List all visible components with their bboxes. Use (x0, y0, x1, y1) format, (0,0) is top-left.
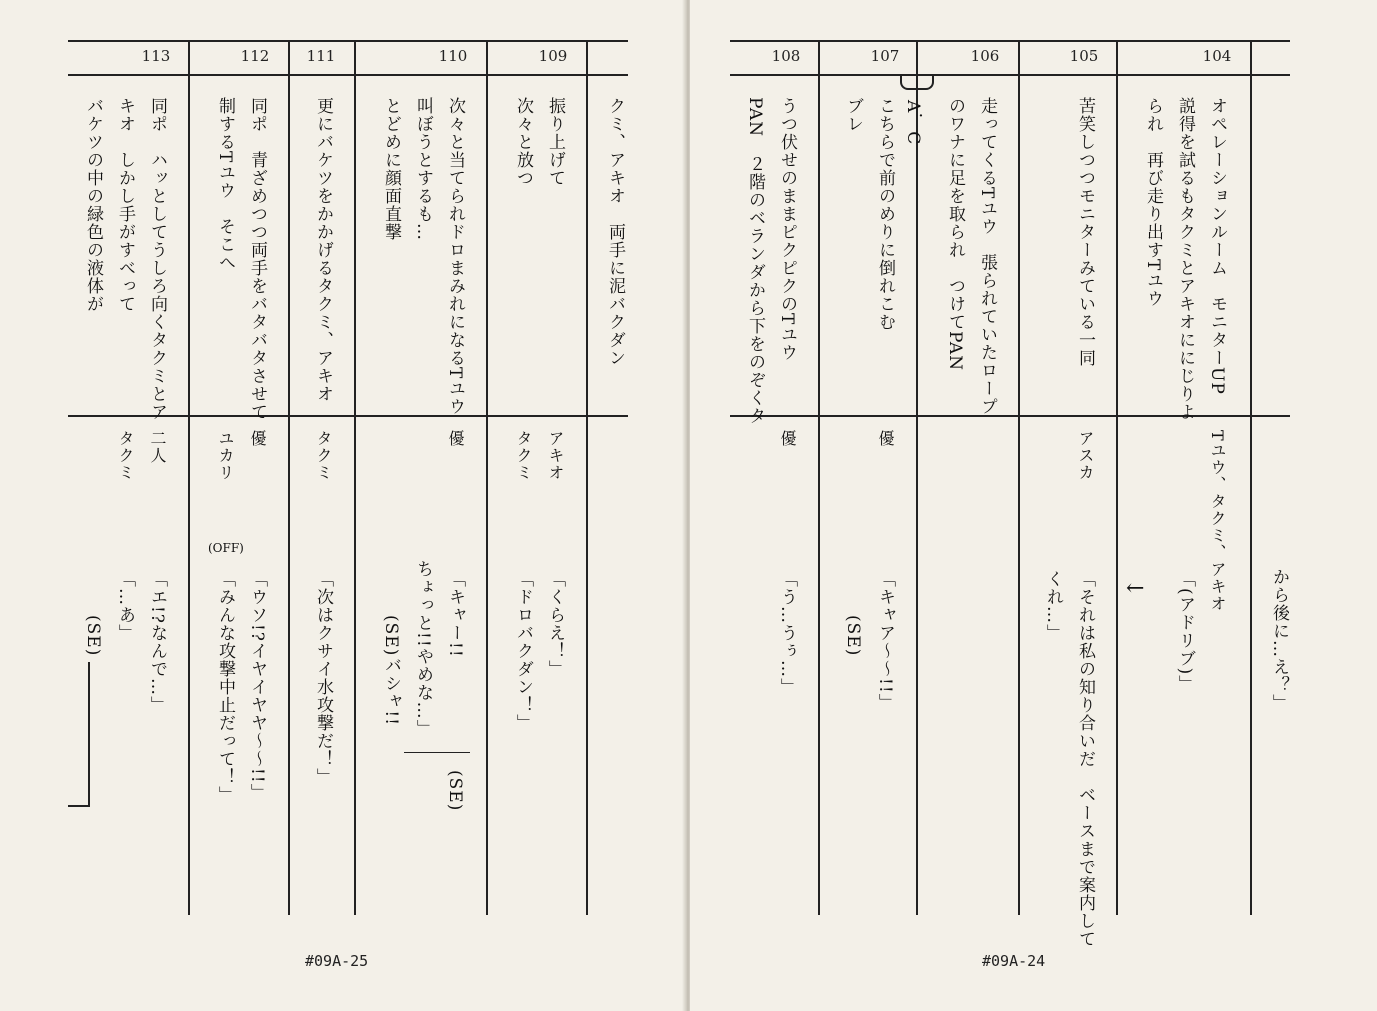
action-text: 次々と当てられドロまみれになるTユウ (445, 97, 465, 416)
dialogue-line: 「次はクサイ水攻撃だ！」 (313, 570, 333, 786)
dialogue-line: から後に…え？」 (1269, 568, 1289, 712)
header-rule (68, 74, 628, 76)
action-text: 説得を試るもタクミとアキオににじりよ (1175, 97, 1195, 421)
column-divider (188, 40, 190, 915)
dialogue-line: 「くらえ！」 (545, 570, 565, 678)
dialogue-line: 「…あ」 (115, 570, 135, 642)
action-text: オペレーションルーム モニターUP (1207, 97, 1227, 395)
action-text: キオ しかし手がすべって (115, 97, 135, 313)
action-text: 同ポ ハッとしてうしろ向くタクミとア (147, 97, 167, 421)
dialogue-line: 「ウソ!?イヤイヤヤ～～!!」 (247, 570, 267, 802)
character-name: アキオ (546, 430, 565, 481)
scene-number: 112 (240, 47, 270, 65)
scene-number: 104 (1202, 47, 1232, 65)
column-divider (916, 40, 918, 915)
scene-number: 113 (141, 47, 171, 65)
dialogue-line: 「エ!?なんで…」 (147, 570, 167, 714)
dialogue-line: 「キャア～～!!」 (875, 570, 895, 712)
character-name: 二人 (148, 430, 167, 464)
top-rule (730, 40, 1290, 42)
action-text: 振り上げて (545, 97, 565, 187)
sound-effect: (SE) (843, 615, 863, 657)
column-divider (1116, 40, 1118, 915)
dialogue-line: くれ…」 (1043, 570, 1063, 642)
off-label: (OFF) (208, 541, 244, 555)
action-text: 制するTユウ そこへ (215, 97, 235, 272)
scene-number: 110 (438, 47, 468, 65)
dialogue-line: 「キャー!! (445, 570, 465, 658)
page-code: #09A-24 (982, 952, 1046, 970)
character-name: 優 (446, 430, 465, 447)
left-page (0, 0, 686, 1011)
sound-effect: (SE) (83, 615, 103, 657)
action-text: PAN ２階のベランダから下をのぞくタ (745, 97, 765, 426)
right-page (690, 0, 1377, 1011)
scene-number: 105 (1069, 47, 1099, 65)
dialogue-line: ちょっと!!やめな…」 (413, 560, 433, 738)
dialogue-line: 「それは私の知り合いだ ベースまで案内して (1075, 570, 1095, 948)
mid-rule (730, 415, 1290, 417)
scene-number: 109 (538, 47, 568, 65)
column-divider (288, 40, 290, 915)
action-text: うつ伏せのままピクピクのTユウ (777, 97, 797, 362)
sound-effect: (SE) (445, 770, 465, 812)
character-name: タクミ (314, 430, 333, 481)
action-text: ブレ (843, 97, 863, 133)
page-code: #09A-25 (305, 952, 369, 970)
character-name: タクミ (116, 430, 135, 481)
scene-number: 107 (870, 47, 900, 65)
column-divider (818, 40, 820, 915)
se-bracket (68, 805, 90, 807)
dialogue-line: 「ドロバクダン！」 (513, 570, 533, 732)
action-text: クミ、アキオ 両手に泥バクダン (605, 97, 625, 367)
sound-effect: (SE)バシャ!! (381, 615, 401, 726)
action-text: 更にバケツをかかげるタクミ、アキオ (313, 97, 333, 403)
action-text: 同ポ 青ざめつつ両手をバタバタさせて (247, 97, 267, 421)
column-divider (586, 40, 588, 915)
scene-number: 108 (771, 47, 801, 65)
arrow-icon: ← (1126, 576, 1145, 601)
column-divider (1018, 40, 1020, 915)
action-text: 叫ぼうとするも… (413, 97, 433, 241)
character-name: 優 (248, 430, 267, 447)
header-rule (730, 74, 1290, 76)
action-text: 走ってくるTユウ 張られていたロープ (977, 97, 997, 416)
action-text: とどめに顔面直撃 (381, 97, 401, 241)
dialogue-line: 「う…うぅ…」 (777, 570, 797, 696)
dialogue-line: 「(アドリブ)」 (1175, 570, 1195, 694)
character-name: ユカリ (216, 430, 235, 481)
top-rule (68, 40, 628, 42)
action-text: こちらで前のめりに倒れこむ (875, 97, 895, 331)
ac-bracket (900, 76, 934, 90)
character-name: 優 (876, 430, 895, 447)
character-name: タクミ (514, 430, 533, 481)
column-divider (486, 40, 488, 915)
column-divider (1250, 40, 1252, 915)
action-text: バケツの中の緑色の液体が (83, 97, 103, 313)
se-line (404, 752, 470, 753)
character-name: 優 (778, 430, 797, 447)
scene-number: 111 (306, 47, 336, 65)
scene-number: 106 (970, 47, 1000, 65)
ac-label: A．C (903, 100, 923, 146)
action-text: られ 再び走り出すTユウ (1143, 97, 1163, 308)
se-bracket (88, 662, 90, 807)
column-divider (354, 40, 356, 915)
character-name: Tユウ、タクミ、アキオ (1208, 430, 1227, 612)
character-name: アスカ (1076, 430, 1095, 481)
action-text: 次々と放つ (513, 97, 533, 187)
action-text: のワナに足を取られ つけてPAN (945, 97, 965, 372)
dialogue-line: 「みんな攻撃中止だって！」 (215, 570, 235, 804)
action-text: 苦笑しつつモニターみている一同 (1075, 97, 1095, 367)
